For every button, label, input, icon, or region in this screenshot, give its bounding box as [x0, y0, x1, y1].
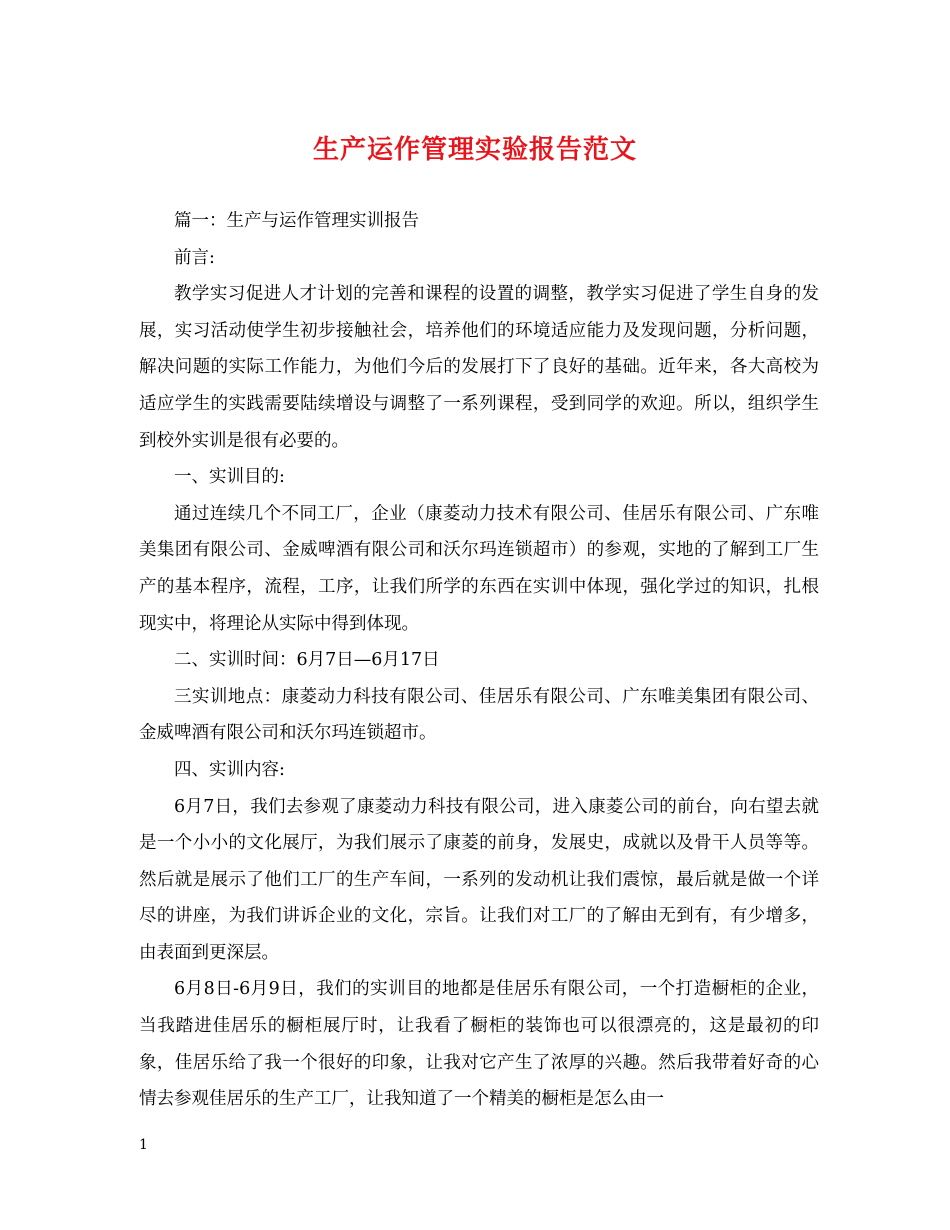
document-title: 生产运作管理实验报告范文	[312, 135, 637, 165]
paragraph-content-heading: 四、实训内容:	[174, 759, 285, 780]
document-body	[139, 203, 819, 1118]
paragraph-preface-heading: 前言:	[174, 247, 215, 268]
paragraph-training-time: 二、实训时间：6月7日—6月17日	[174, 650, 440, 671]
paragraph-section-heading: 篇一：生产与运作管理实训报告	[174, 211, 419, 231]
paragraph-june-8-9: 6月8日-6月9日，我们的实训目的地都是佳居乐有限公司，一个打造橱柜的企业，当我踏进佳居乐的橱柜展厅时，让我看了橱柜的装饰也可以很漂亮的，这是最初的印象，佳居乐给了我一个很好的印象，让我对它产生了浓厚的兴趣。然后我带着好奇的心情去参观佳居乐的生产工厂，让我知道了一个精美的橱柜是怎么由一	[139, 979, 819, 1110]
paragraph-preface-text: 教学实习促进人才计划的完善和课程的设置的调整，教学实习促进了学生自身的发展，实习活动使学生初步接触社会，培养他们的环境适应能力及发现问题，分析问题，解决问题的实际工作能力，为他们今后的发展打下了良好的基础。近年来，各大高校为适应学生的实践需要陆续增设与调整了一系列课程，受到同学的欢迎。所以，组织学生到校外实训是很有必要的。	[139, 284, 819, 451]
paragraph-purpose-heading: 一、实训目的:	[174, 467, 285, 488]
page-number: 1	[139, 1137, 148, 1153]
paragraph-purpose-text: 通过连续几个不同工厂，企业（康菱动力技术有限公司、佳居乐有限公司、广东唯美集团有限公司、金威啤酒有限公司和沃尔玛连锁超市）的参观，实地的了解到工厂生产的基本程序，流程，工序，让我们所学的东西在实训中体现，强化学过的知识，扎根现实中，将理论从实际中得到体现。	[139, 503, 819, 634]
paragraph-june-7: 6月7日，我们去参观了康菱动力科技有限公司，进入康菱公司的前台，向右望去就是一个小小的文化展厅，为我们展示了康菱的前身，发展史，成就以及骨干人员等等。然后就是展示了他们工厂的生产车间，一系列的发动机让我们震惊，最后就是做一个详尽的讲座，为我们讲诉企业的文化，宗旨。让我们对工厂的了解由无到有，有少增多，由表面到更深层。	[139, 796, 819, 963]
paragraph-training-location: 三实训地点：康菱动力科技有限公司、佳居乐有限公司、广东唯美集团有限公司、金威啤酒有限公司和沃尔玛连锁超市。	[139, 686, 819, 744]
